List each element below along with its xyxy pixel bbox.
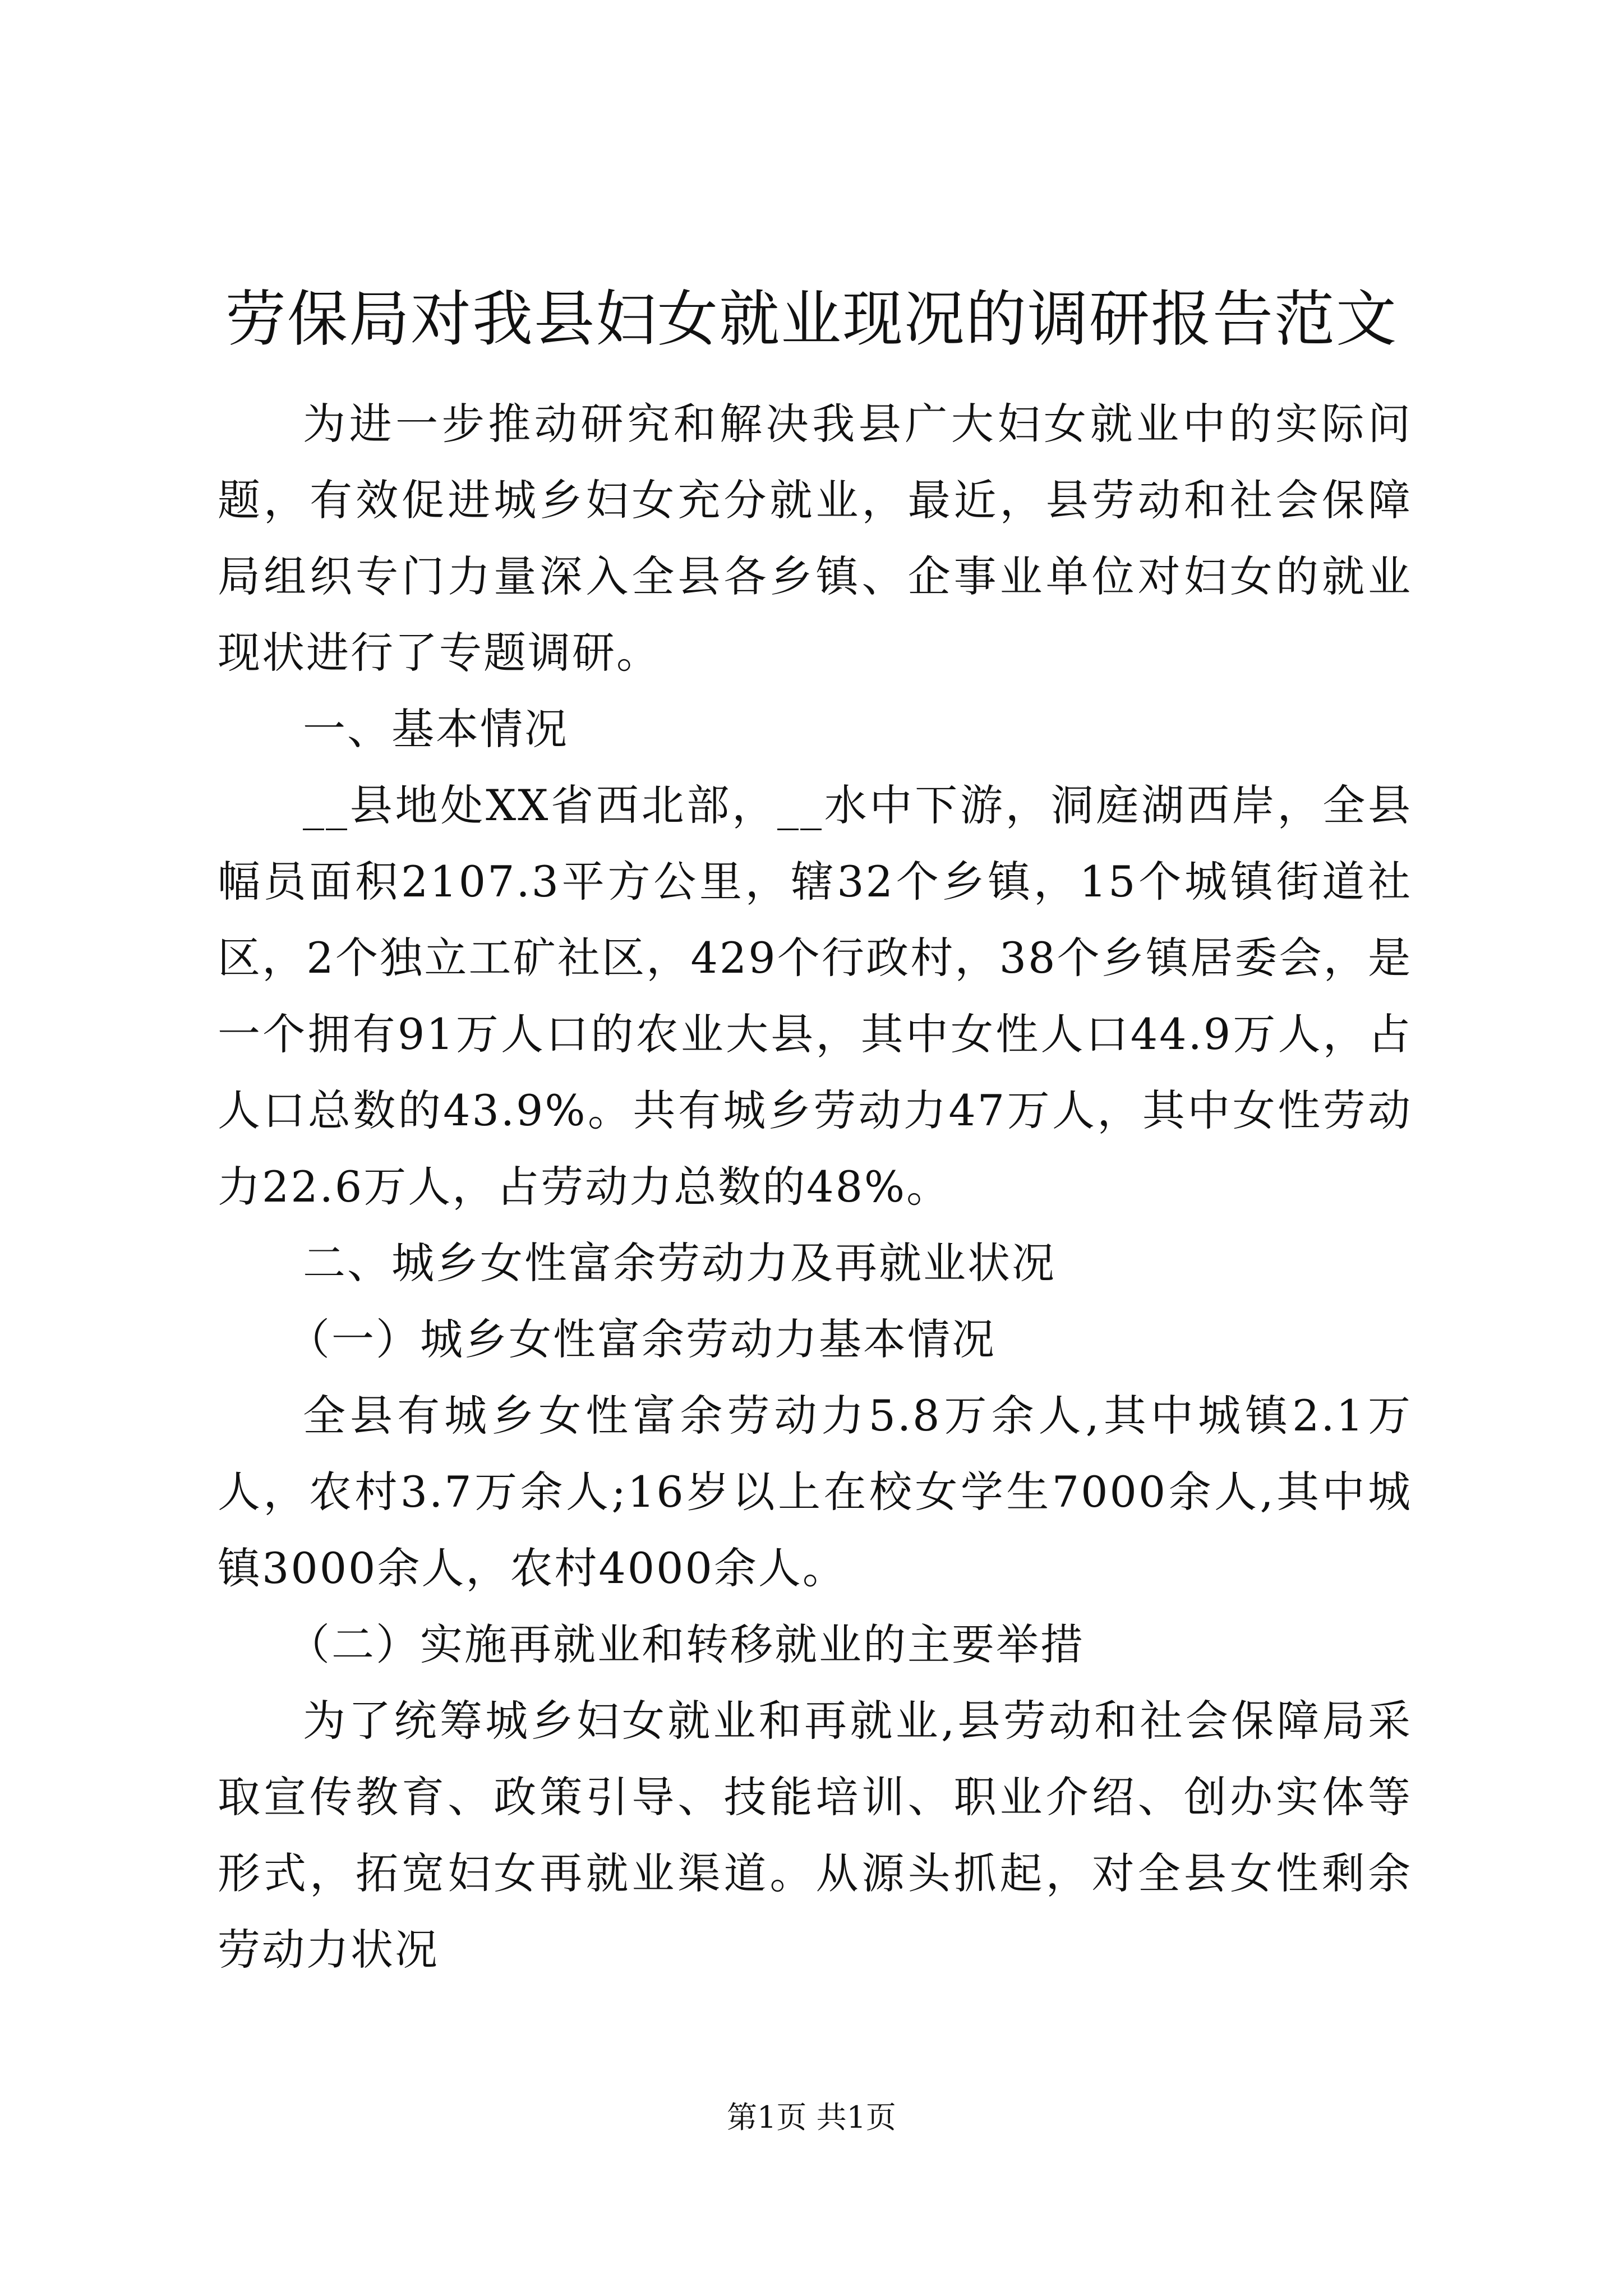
paragraph-labor-basics: 全县有城乡女性富余劳动力5.8万余人,其中城镇2.1万人，农村3.7万余人;16岁以上在校女学生7000余人,其中城镇3000余人，农村4000余人。 (218, 1391, 1412, 1593)
document-body (218, 386, 1412, 1988)
section-heading-basic-situation: 一、基本情况 (303, 704, 569, 754)
subsection-heading-labor-basics: （一）城乡女性富余劳动力基本情况 (287, 1314, 996, 1364)
subsection-heading-main-measures: （二）实施再就业和转移就业的主要举措 (287, 1619, 1085, 1669)
section-heading-labor-reemployment: 二、城乡女性富余劳动力及再就业状况 (303, 1238, 1056, 1288)
paragraph-intro: 为进一步推动研究和解决我县广大妇女就业中的实际问题，有效促进城乡妇女充分就业，最近，县劳动和社会保障局组织专门力量深入全县各乡镇、企事业单位对妇女的就业现状进行了专题调研。 (218, 399, 1412, 678)
page-footer: 第1页 共1页 (727, 2100, 896, 2135)
document-title: 劳保局对我县妇女就业现况的调研报告范文 (225, 284, 1398, 355)
paragraph-basic-situation: __县地处XX省西北部，__水中下游，洞庭湖西岸，全县幅员面积2107.3平方公里，辖32个乡镇，15个城镇街道社区，2个独立工矿社区，429个行政村，38个乡镇居委会，是一个拥有91万人口的农业大县，其中女性人口44.9万人，占人口总数的43.9%。共有城乡劳动力47万人，其中女性劳动力22.6万人，占劳动力总数的48%。 (218, 780, 1412, 1212)
paragraph-main-measures: 为了统筹城乡妇女就业和再就业,县劳动和社会保障局采取宣传教育、政策引导、技能培训、职业介绍、创办实体等形式，拓宽妇女再就业渠道。从源头抓起，对全县女性剩余劳动力状况 (218, 1696, 1412, 1975)
